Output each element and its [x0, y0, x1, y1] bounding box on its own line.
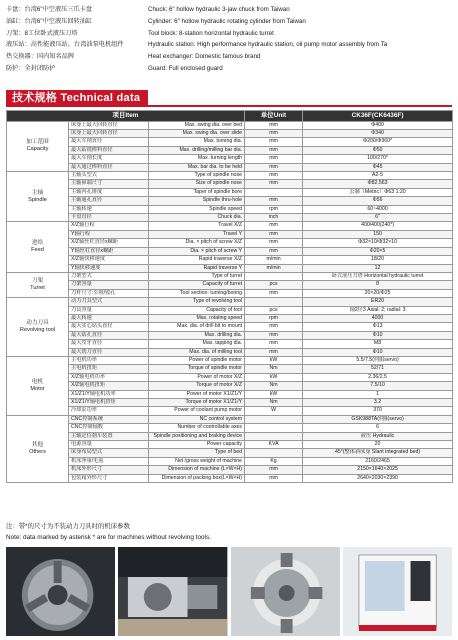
row-unit: mm	[245, 146, 303, 154]
row-label-en: Max. turning dia.	[149, 138, 245, 146]
row-label-cn: 卡盘直径	[69, 214, 149, 222]
row-unit: mm	[245, 121, 303, 129]
table-row	[7, 188, 453, 196]
row-label-cn: 最大实心钻头直径	[69, 323, 149, 331]
row-label-cn: 主电机扭矩	[69, 365, 149, 373]
row-label-cn: 主轴头型式	[69, 172, 149, 180]
table-row	[7, 130, 453, 138]
row-label-cn: 床身上最大回转直径	[69, 130, 149, 138]
row-unit: KVA	[245, 441, 303, 449]
row-label-en: Type of spindle nose	[149, 172, 245, 180]
group-label: 加工范围 Capacity	[7, 121, 69, 171]
row-label-en: Size of spindle nose	[149, 180, 245, 188]
table-row	[7, 138, 453, 146]
table-row	[7, 121, 453, 129]
row-value: 20	[303, 441, 453, 449]
row-label-cn: 最大钻铣棒料直径	[69, 146, 149, 154]
row-unit: kW	[245, 373, 303, 381]
feature-cn: 刀架：8工位卧式液压刀塔	[6, 29, 78, 37]
table-row	[7, 356, 453, 364]
row-label-en: Spindle speed	[149, 205, 245, 213]
table-header-row	[7, 111, 453, 122]
table-row	[7, 163, 453, 171]
group-label: 动力刀具 Revolving tool	[7, 298, 69, 357]
row-unit: inch	[245, 214, 303, 222]
row-value: M8	[303, 340, 453, 348]
row-label-cn: 床身上最大回转直径	[69, 121, 149, 129]
table-row	[7, 365, 453, 373]
table-row	[7, 264, 453, 272]
row-unit: kW	[245, 390, 303, 398]
row-value: A2-5	[303, 172, 453, 180]
row-value: 12	[303, 264, 453, 272]
row-label-en: NC control system	[149, 415, 245, 423]
row-value: 7.5/10	[303, 382, 453, 390]
table-row	[7, 432, 453, 440]
row-label-en: Capacity of turret	[149, 281, 245, 289]
row-value: Φ50	[303, 146, 453, 154]
row-label-en: Chuck dia.	[149, 214, 245, 222]
table-row	[7, 281, 453, 289]
machine-photo	[343, 547, 452, 636]
row-label-en: Travel X/Z	[149, 222, 245, 230]
group-label: 其他 Others	[7, 415, 69, 482]
row-unit: mm	[245, 340, 303, 348]
row-label-cn: X1/Z1/Y轴电机扭矩	[69, 399, 149, 407]
feature-en: Guard: Full enclosed guard	[148, 64, 223, 72]
table-row	[7, 314, 453, 322]
row-unit: W	[245, 407, 303, 415]
row-value: Φ340	[303, 130, 453, 138]
row-unit: mm	[245, 239, 303, 247]
row-unit: mm	[245, 323, 303, 331]
feature-line	[6, 39, 454, 51]
table-row	[7, 373, 453, 381]
row-value: ER20	[303, 298, 453, 306]
row-unit: mm	[245, 230, 303, 238]
row-label-en: Max. drilling/milling bar dia.	[149, 146, 245, 154]
table-row	[7, 399, 453, 407]
row-label-en: Spindle thru-hole	[149, 197, 245, 205]
row-label-en: Max. drilling dia.	[149, 331, 245, 339]
row-value: 公制（Metric）Φ63 1:20	[303, 188, 453, 196]
row-value: 52/71	[303, 365, 453, 373]
row-label-en: Power of motor X/Z	[149, 373, 245, 381]
row-label-cn: 最大车削长度	[69, 155, 149, 163]
row-label-en: Rapid traverse Y	[149, 264, 245, 272]
row-value: 60~4000	[303, 205, 453, 213]
row-label-en: Max. dia. of drill bit to mount	[149, 323, 245, 331]
row-unit: mm	[245, 466, 303, 474]
feature-line	[6, 51, 454, 63]
row-value: Φ45	[303, 163, 453, 171]
technical-data-table	[6, 110, 453, 483]
footnote	[6, 521, 452, 543]
table-row	[7, 382, 453, 390]
table-row	[7, 172, 453, 180]
header-item: 项目Item	[7, 111, 245, 122]
row-label-en: Number of controllable axes	[149, 424, 245, 432]
row-value: 6"	[303, 214, 453, 222]
row-unit: mm	[245, 474, 303, 482]
row-value: 2150×1640×2025	[303, 466, 453, 474]
row-label-en: Type of bed	[149, 449, 245, 457]
row-unit: mm	[245, 155, 303, 163]
row-label-cn: 动力刀具型式	[69, 298, 149, 306]
row-value: GSK988TA(伺服servo)	[303, 415, 453, 423]
row-label-cn: 包装箱外形尺寸	[69, 474, 149, 482]
feature-line	[6, 28, 454, 40]
feature-line	[6, 4, 454, 16]
table-row	[7, 247, 453, 255]
feature-en: Cylinder: 6" hollow hydraulic rotating cylinder from Taiwan	[148, 17, 306, 25]
row-value: 400/400(240*)	[303, 222, 453, 230]
table-row	[7, 205, 453, 213]
row-label-en: Taper of spindle bore	[149, 188, 245, 196]
row-unit: Nm	[245, 365, 303, 373]
feature-cn: 液压站：高性能液压站，台湾油泵电机组件	[6, 41, 124, 49]
row-value: Φ10	[303, 348, 453, 356]
feature-cn: 热交换器：国内知名品牌	[6, 53, 75, 61]
row-value: 100/270*	[303, 155, 453, 163]
row-unit: mm	[245, 197, 303, 205]
spec-section-title: 技术规格 Technical data	[6, 90, 148, 106]
row-label-cn: 主轴鼻端尺寸	[69, 180, 149, 188]
section-divider	[6, 105, 452, 107]
row-label-en: Travel Y	[149, 230, 245, 238]
table-row	[7, 298, 453, 306]
row-value: Φ10	[303, 331, 453, 339]
row-label-en: Max. turning length	[149, 155, 245, 163]
row-value: 轴2径3 Axial: 2; radial: 3	[303, 306, 453, 314]
table-row	[7, 197, 453, 205]
row-label-en: Max. rotating speed	[149, 314, 245, 322]
chuck-photo	[6, 547, 115, 636]
table-row	[7, 323, 453, 331]
row-value: 20×20/Φ25	[303, 289, 453, 297]
row-label-cn: CNC控制系统	[69, 415, 149, 423]
row-unit	[245, 188, 303, 196]
row-value: Φ13	[303, 323, 453, 331]
row-label-cn: 刀杆尺寸:车削/镗孔	[69, 289, 149, 297]
table-row	[7, 272, 453, 280]
row-value: Φ82.563	[303, 180, 453, 188]
row-label-en: Capacity of tool	[149, 306, 245, 314]
feature-en: Hydraulic station: High performance hydraulic station, oil pump motor assembly from Ta	[148, 41, 388, 49]
row-label-cn: 最大钻孔直径	[69, 331, 149, 339]
feature-en: Heat exchanger: Domestic famous brand	[148, 53, 261, 61]
row-label-cn: 冷却泵功率	[69, 407, 149, 415]
row-value: 8	[303, 281, 453, 289]
row-label-en: Dimension of packing box(L×W×H)	[149, 474, 245, 482]
table-row	[7, 340, 453, 348]
feature-en: Tool block: 8-station horizontal hydraulic turret	[148, 29, 274, 37]
row-label-en: Type of revolving tool	[149, 298, 245, 306]
row-value: 液压 Hydraulic	[303, 432, 453, 440]
table-row	[7, 390, 453, 398]
row-label-en: Torque of spindle motor	[149, 365, 245, 373]
row-label-en: Max. tapping dia.	[149, 340, 245, 348]
row-label-en: Torque of motor X/Z	[149, 382, 245, 390]
row-value: Φ400	[303, 121, 453, 129]
row-value: 150	[303, 230, 453, 238]
group-label: 电机 Motor	[7, 356, 69, 415]
row-label-en: Max. bar dia. to be held	[149, 163, 245, 171]
row-unit: mm	[245, 138, 303, 146]
row-label-en: Tool section: turning/boring	[149, 289, 245, 297]
row-unit: mm	[245, 163, 303, 171]
spindle-photo	[118, 547, 227, 636]
row-label-cn: Y轴快移速度	[69, 264, 149, 272]
table-row	[7, 466, 453, 474]
table-row	[7, 146, 453, 154]
row-unit: mm	[245, 331, 303, 339]
row-label-cn: 刀具容量	[69, 306, 149, 314]
row-label-cn: X/Z轴行程	[69, 222, 149, 230]
row-value: Φ20×5	[303, 247, 453, 255]
row-value: 2160/2465	[303, 457, 453, 465]
table-row	[7, 230, 453, 238]
row-value: 3.2	[303, 399, 453, 407]
row-label-cn: Y轴丝杠直径x螺距	[69, 247, 149, 255]
row-label-cn: 主轴定位刹车装置	[69, 432, 149, 440]
row-value: 卧式液压刀塔 Horizontal hydraulic turret	[303, 272, 453, 280]
photo-strip	[6, 547, 452, 636]
row-label-cn: X/Z轴电机扭矩	[69, 382, 149, 390]
group-label: 刀架 Turret	[7, 272, 69, 297]
row-label-cn: Y轴行程	[69, 230, 149, 238]
header-model: CK36F(CK6436F)	[303, 111, 453, 122]
row-unit: m/min	[245, 264, 303, 272]
row-value: Φ32×10/Φ32×10	[303, 239, 453, 247]
row-unit: m/min	[245, 256, 303, 264]
row-value: 2.36/2.5	[303, 373, 453, 381]
row-value: 4000	[303, 314, 453, 322]
row-label-en: Power of motor X1/Z1/Y	[149, 390, 245, 398]
row-label-en: Net /gross weight of machine	[149, 457, 245, 465]
header-unit: 单位Unit	[245, 111, 303, 122]
row-label-cn: CNC控制轴数	[69, 424, 149, 432]
row-label-cn: 主轴通孔直径	[69, 197, 149, 205]
row-unit	[245, 415, 303, 423]
feature-line	[6, 16, 454, 28]
row-label-cn: 最大转速	[69, 314, 149, 322]
row-unit: pcs	[245, 281, 303, 289]
row-label-en: Power capacity	[149, 441, 245, 449]
feature-list	[6, 4, 454, 75]
row-label-cn: 主轴转速	[69, 205, 149, 213]
table-row	[7, 222, 453, 230]
table-row	[7, 306, 453, 314]
feature-cn: 防护：全封闭防护	[6, 64, 56, 72]
table-row	[7, 415, 453, 423]
row-value: 2640×2030×2390	[303, 474, 453, 482]
feature-en: Chuck: 6" hollow hydraulic 3-jaw chuck from Taiwan	[148, 6, 290, 13]
row-label-en: Dia. × pitch of screw X/Z	[149, 239, 245, 247]
note-cn: 注：带*的尺寸为不装动力刀具时的机床参数	[6, 523, 130, 530]
row-value: 1	[303, 390, 453, 398]
table-row	[7, 180, 453, 188]
table-row	[7, 155, 453, 163]
row-unit: Kg	[245, 457, 303, 465]
note-en: Note: data marked by asterisk * are for machines without revolving tools.	[6, 534, 211, 541]
row-label-en: Max. swing dia. over bed	[149, 121, 245, 129]
row-label-cn: 机床外形尺寸	[69, 466, 149, 474]
row-unit: kW	[245, 356, 303, 364]
table-row	[7, 424, 453, 432]
table-row	[7, 214, 453, 222]
table-row	[7, 239, 453, 247]
group-label: 主轴 Spindle	[7, 172, 69, 222]
row-unit: Nm	[245, 382, 303, 390]
row-label-en: Type of turret	[149, 272, 245, 280]
row-label-cn: 最大车削直径	[69, 138, 149, 146]
row-label-cn: 最大攻牙直径	[69, 340, 149, 348]
row-label-en: Dimension of machine (L×W×H)	[149, 466, 245, 474]
row-label-cn: 最大通过棒料直径	[69, 163, 149, 171]
feature-cn: 卡盘：台湾6"中空液压三爪卡盘	[6, 6, 93, 13]
row-label-cn: 主电机功率	[69, 356, 149, 364]
row-unit	[245, 272, 303, 280]
row-label-cn: 刀架型式	[69, 272, 149, 280]
table-row	[7, 449, 453, 457]
table-row	[7, 474, 453, 482]
row-label-cn: 机床净重/毛重	[69, 457, 149, 465]
row-label-en: Power of coolant pump motor	[149, 407, 245, 415]
turret-photo	[231, 547, 340, 636]
row-unit: mm	[245, 130, 303, 138]
row-unit: mm	[245, 180, 303, 188]
row-label-cn: X1/Z1/Y轴电机功率	[69, 390, 149, 398]
row-label-en: Power of spindle motor	[149, 356, 245, 364]
row-value: 370	[303, 407, 453, 415]
row-value: 5.5/7.5(伺服servo)	[303, 356, 453, 364]
row-label-cn: X/Z轴快移速度	[69, 256, 149, 264]
row-unit: mm	[245, 348, 303, 356]
row-value: 6	[303, 424, 453, 432]
row-unit	[245, 449, 303, 457]
row-label-en: Spindle positioning and braking device	[149, 432, 245, 440]
row-value: Φ200/Φ360*	[303, 138, 453, 146]
feature-cn: 油缸：台湾6"中空液压回转油缸	[6, 17, 93, 25]
row-unit: mm	[245, 222, 303, 230]
row-unit	[245, 424, 303, 432]
row-label-cn: 主轴内孔锥度	[69, 188, 149, 196]
row-unit: mm	[245, 172, 303, 180]
row-unit	[245, 432, 303, 440]
row-label-cn: X/Z轴电机功率	[69, 373, 149, 381]
row-unit: mm	[245, 247, 303, 255]
row-unit: rpm	[245, 205, 303, 213]
table-row	[7, 457, 453, 465]
row-unit: mm	[245, 289, 303, 297]
row-label-cn: 床身布局型式	[69, 449, 149, 457]
table-row	[7, 441, 453, 449]
row-label-en: Max. swing dia. over slide	[149, 130, 245, 138]
row-label-en: Rapid traverse X/Z	[149, 256, 245, 264]
table-row	[7, 331, 453, 339]
row-label-en: Dia. × pitch of screw Y	[149, 247, 245, 255]
table-row	[7, 256, 453, 264]
feature-line	[6, 63, 454, 75]
row-unit: Nm	[245, 399, 303, 407]
row-label-cn: X/Z轴丝杠直径x螺距	[69, 239, 149, 247]
table-row	[7, 348, 453, 356]
table-row	[7, 407, 453, 415]
row-value: Φ56	[303, 197, 453, 205]
row-label-en: Max. dia. of milling tool	[149, 348, 245, 356]
row-value: 18/20	[303, 256, 453, 264]
row-unit	[245, 298, 303, 306]
group-label: 进给 Feed	[7, 222, 69, 272]
row-label-en: Torque of motor X1/Z1/Y	[149, 399, 245, 407]
table-row	[7, 289, 453, 297]
row-unit: pcs	[245, 306, 303, 314]
row-label-cn: 最大铣刀直径	[69, 348, 149, 356]
row-label-cn: 刀架容量	[69, 281, 149, 289]
row-unit: rpm	[245, 314, 303, 322]
row-label-cn: 电源容量	[69, 441, 149, 449]
row-value: 45°(整体斜床身 Slant integrated bed)	[303, 449, 453, 457]
